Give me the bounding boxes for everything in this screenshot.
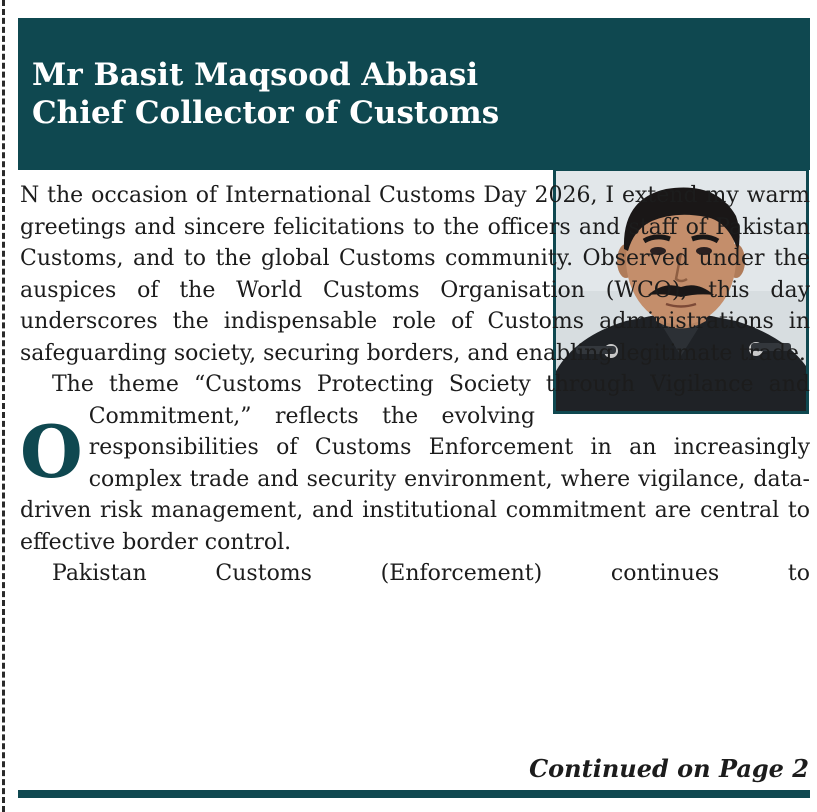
continued-notice: Continued on Page 2 <box>529 754 809 783</box>
official-name: Mr Basit Maqsood Abbasi <box>32 57 479 93</box>
paragraph-1-text: N the occasion of International Customs Day 2026, I extend my warm greetings and sincere felicitations to the officers and staff of Pakistan Customs, and to the global Customs community. Observed under the auspices of the World Customs Organisation (WCO), this day underscores the indispensable role of Customs administrations in safeguarding society, securing borders, and enabling legitimate trade. <box>20 183 810 366</box>
article-body <box>20 180 810 590</box>
official-designation: Chief Collector of Customs <box>32 95 500 131</box>
article-header <box>18 18 810 170</box>
dashed-cut-line <box>2 0 5 812</box>
bottom-rule <box>18 790 810 798</box>
drop-cap: O <box>20 409 83 494</box>
paragraph-2: The theme “Customs Protecting Society through Vigilance and Commitment,” reflects the evolving responsibilities of Customs Enforcement in an increasingly complex trade and security environment, where vigilance, data-driven risk management, and institutional commitment are central to effective border control. <box>20 372 810 555</box>
paragraph-3: Pakistan Customs (Enforcement) continues to <box>52 561 810 586</box>
